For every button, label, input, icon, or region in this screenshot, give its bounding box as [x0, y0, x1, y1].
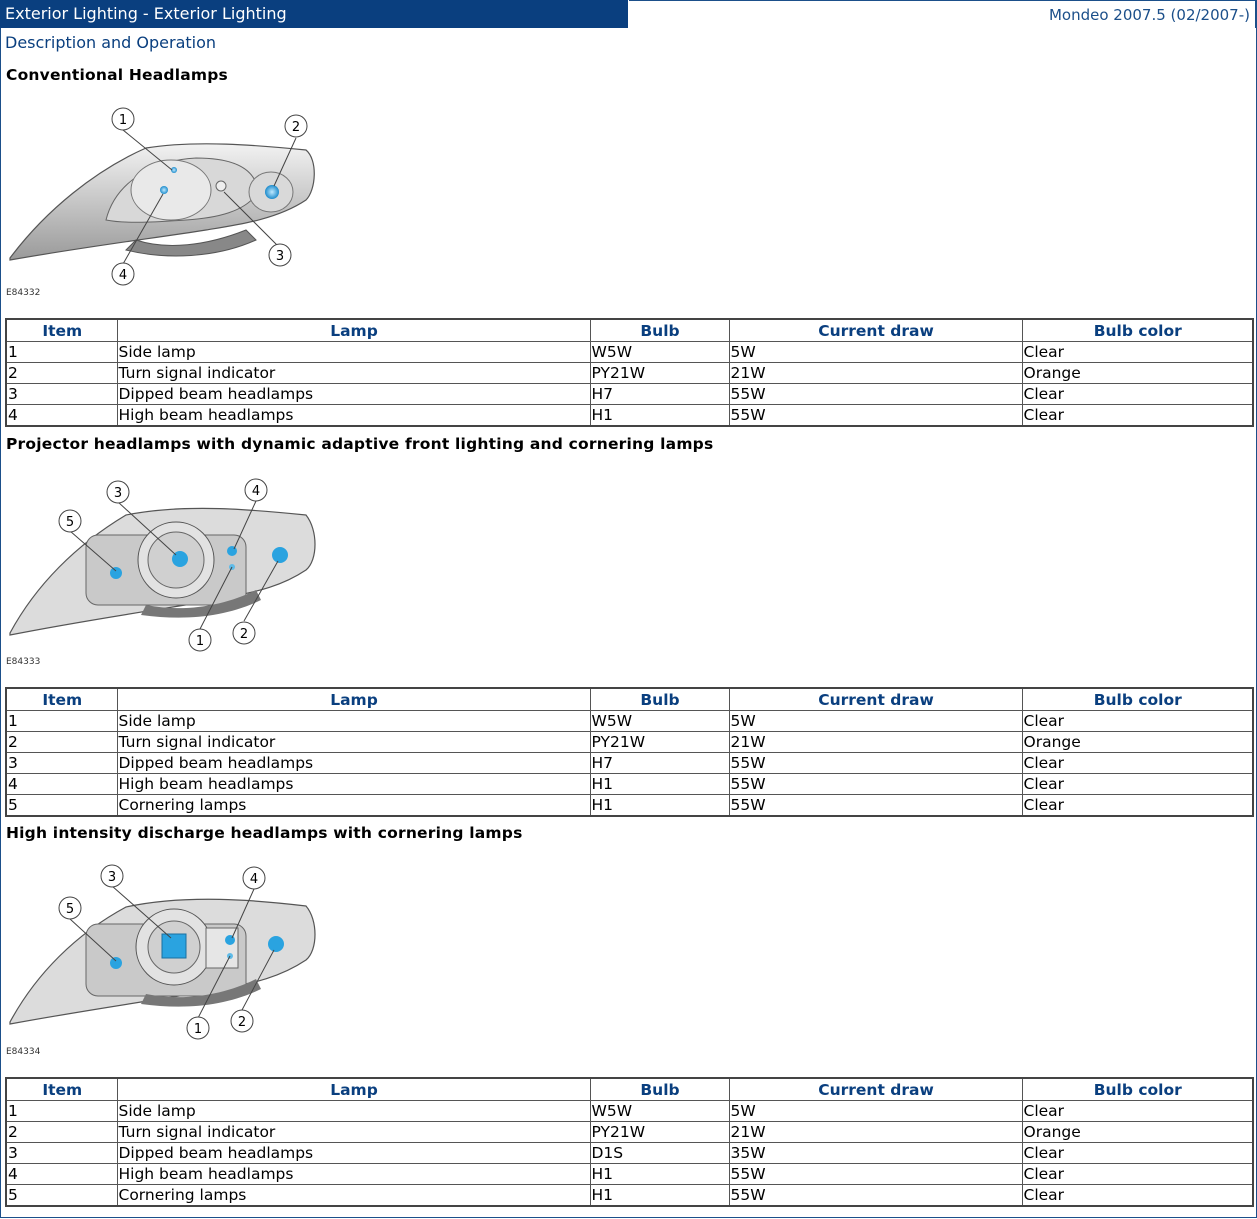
column-header: Item — [6, 1078, 117, 1101]
cell-color: Clear — [1022, 384, 1253, 405]
column-header: Current draw — [729, 688, 1022, 711]
table-row — [6, 384, 1253, 405]
cell-lamp: Dipped beam headlamps — [117, 753, 590, 774]
callout-4 — [112, 263, 134, 285]
page-header-model: Mondeo 2007.5 (02/2007-) — [629, 0, 1256, 28]
cell-item: 2 — [6, 363, 117, 384]
svg-text:2: 2 — [291, 120, 301, 135]
table-header-row — [6, 688, 1253, 711]
section-title-projector: Projector headlamps with dynamic adaptive front lighting and cornering lamps — [6, 435, 714, 453]
cell-lamp: Dipped beam headlamps — [117, 384, 590, 405]
callout-4 — [243, 867, 265, 889]
cell-current: 55W — [729, 753, 1022, 774]
bulb-table-conventional — [5, 318, 1254, 427]
cell-item: 4 — [6, 405, 117, 427]
cell-bulb: H7 — [590, 384, 729, 405]
cell-lamp: Turn signal indicator — [117, 363, 590, 384]
cell-bulb: W5W — [590, 711, 729, 732]
svg-text:1: 1 — [193, 1022, 203, 1037]
svg-text:3: 3 — [107, 870, 117, 885]
cell-current: 55W — [729, 795, 1022, 817]
cell-current: 21W — [729, 363, 1022, 384]
cell-color: Clear — [1022, 405, 1253, 427]
callout-3 — [269, 244, 291, 266]
svg-text:5: 5 — [65, 515, 75, 530]
cell-color: Clear — [1022, 1164, 1253, 1185]
subtitle: Description and Operation — [5, 33, 217, 52]
column-header: Item — [6, 688, 117, 711]
cell-current: 5W — [729, 342, 1022, 363]
cell-item: 1 — [6, 342, 117, 363]
cell-lamp: Cornering lamps — [117, 1185, 590, 1207]
cell-bulb: H7 — [590, 753, 729, 774]
cell-bulb: H1 — [590, 1185, 729, 1207]
column-header: Item — [6, 319, 117, 342]
callout-1 — [112, 108, 134, 130]
cell-color: Orange — [1022, 363, 1253, 384]
svg-text:3: 3 — [113, 486, 123, 501]
cell-lamp: High beam headlamps — [117, 405, 590, 427]
section-title-hid: High intensity discharge headlamps with cornering lamps — [6, 824, 523, 842]
svg-text:2: 2 — [237, 1015, 247, 1030]
table-row — [6, 1101, 1253, 1122]
cell-item: 5 — [6, 795, 117, 817]
column-header: Bulb — [590, 319, 729, 342]
cell-bulb: H1 — [590, 1164, 729, 1185]
table-row — [6, 732, 1253, 753]
cell-color: Clear — [1022, 1101, 1253, 1122]
cell-current: 55W — [729, 1185, 1022, 1207]
svg-text:4: 4 — [251, 484, 261, 499]
cell-color: Clear — [1022, 1143, 1253, 1164]
cell-current: 5W — [729, 1101, 1022, 1122]
cell-item: 4 — [6, 774, 117, 795]
column-header: Current draw — [729, 319, 1022, 342]
callout-1 — [187, 1017, 209, 1039]
cell-color: Clear — [1022, 774, 1253, 795]
svg-text:3: 3 — [275, 249, 285, 264]
figure-hid-headlamp — [6, 862, 326, 1056]
cell-bulb: PY21W — [590, 363, 729, 384]
column-header: Lamp — [117, 1078, 590, 1101]
column-header: Bulb color — [1022, 1078, 1253, 1101]
callout-3 — [101, 865, 123, 887]
cell-item: 1 — [6, 711, 117, 732]
table-header-row — [6, 1078, 1253, 1101]
cell-item: 2 — [6, 732, 117, 753]
cell-lamp: High beam headlamps — [117, 774, 590, 795]
callout-1 — [189, 629, 211, 651]
cell-color: Clear — [1022, 711, 1253, 732]
table-row — [6, 1143, 1253, 1164]
figure-code: E84332 — [6, 288, 41, 298]
cell-item: 3 — [6, 753, 117, 774]
column-header: Bulb color — [1022, 319, 1253, 342]
cell-item: 1 — [6, 1101, 117, 1122]
svg-text:4: 4 — [249, 872, 259, 887]
svg-text:1: 1 — [118, 113, 128, 128]
cell-color: Orange — [1022, 732, 1253, 753]
column-header: Lamp — [117, 688, 590, 711]
table-header-row — [6, 319, 1253, 342]
table-row — [6, 1185, 1253, 1207]
cell-current: 21W — [729, 732, 1022, 753]
cell-bulb: W5W — [590, 1101, 729, 1122]
cell-current: 55W — [729, 405, 1022, 427]
column-header: Bulb color — [1022, 688, 1253, 711]
callout-2 — [231, 1010, 253, 1032]
column-header: Bulb — [590, 688, 729, 711]
cell-lamp: Turn signal indicator — [117, 732, 590, 753]
page-header-title: Exterior Lighting - Exterior Lighting — [0, 0, 628, 28]
cell-current: 55W — [729, 1164, 1022, 1185]
headlamp-illustration — [6, 100, 326, 300]
svg-text:5: 5 — [65, 902, 75, 917]
svg-text:2: 2 — [239, 627, 249, 642]
table-row — [6, 1122, 1253, 1143]
cell-color: Clear — [1022, 753, 1253, 774]
cell-color: Orange — [1022, 1122, 1253, 1143]
cell-bulb: D1S — [590, 1143, 729, 1164]
callout-2 — [233, 622, 255, 644]
cell-lamp: Side lamp — [117, 711, 590, 732]
cell-color: Clear — [1022, 1185, 1253, 1207]
figure-projector-headlamp — [6, 475, 326, 667]
bulb-table-hid — [5, 1077, 1254, 1207]
table-row — [6, 342, 1253, 363]
cell-bulb: H1 — [590, 774, 729, 795]
table-row — [6, 774, 1253, 795]
cell-lamp: Side lamp — [117, 342, 590, 363]
cell-current: 55W — [729, 774, 1022, 795]
table-row — [6, 753, 1253, 774]
cell-lamp: Side lamp — [117, 1101, 590, 1122]
figure-code: E84333 — [6, 657, 41, 667]
callout-2 — [285, 115, 307, 137]
callout-3 — [107, 481, 129, 503]
cell-bulb: H1 — [590, 795, 729, 817]
table-row — [6, 363, 1253, 384]
cell-lamp: Cornering lamps — [117, 795, 590, 817]
cell-bulb: H1 — [590, 405, 729, 427]
table-row — [6, 1164, 1253, 1185]
column-header: Bulb — [590, 1078, 729, 1101]
callout-5 — [59, 510, 81, 532]
table-row — [6, 405, 1253, 427]
figure-code: E84334 — [6, 1047, 41, 1057]
cell-current: 55W — [729, 384, 1022, 405]
cell-item: 2 — [6, 1122, 117, 1143]
cell-item: 5 — [6, 1185, 117, 1207]
cell-color: Clear — [1022, 342, 1253, 363]
cell-bulb: W5W — [590, 342, 729, 363]
cell-bulb: PY21W — [590, 732, 729, 753]
headlamp-illustration — [6, 862, 326, 1052]
column-header: Lamp — [117, 319, 590, 342]
cell-item: 3 — [6, 384, 117, 405]
svg-text:4: 4 — [118, 268, 128, 283]
cell-item: 3 — [6, 1143, 117, 1164]
headlamp-illustration — [6, 475, 326, 660]
column-header: Current draw — [729, 1078, 1022, 1101]
cell-lamp: High beam headlamps — [117, 1164, 590, 1185]
callout-4 — [245, 479, 267, 501]
cell-bulb: PY21W — [590, 1122, 729, 1143]
svg-text:1: 1 — [195, 634, 205, 649]
page-header — [0, 0, 1257, 29]
cell-item: 4 — [6, 1164, 117, 1185]
figure-conventional-headlamp — [6, 100, 326, 304]
callout-5 — [59, 897, 81, 919]
cell-current: 5W — [729, 711, 1022, 732]
bulb-table-projector — [5, 687, 1254, 817]
table-row — [6, 795, 1253, 817]
table-row — [6, 711, 1253, 732]
section-title-conventional: Conventional Headlamps — [6, 66, 228, 84]
cell-lamp: Turn signal indicator — [117, 1122, 590, 1143]
cell-color: Clear — [1022, 795, 1253, 817]
cell-current: 35W — [729, 1143, 1022, 1164]
cell-lamp: Dipped beam headlamps — [117, 1143, 590, 1164]
cell-current: 21W — [729, 1122, 1022, 1143]
